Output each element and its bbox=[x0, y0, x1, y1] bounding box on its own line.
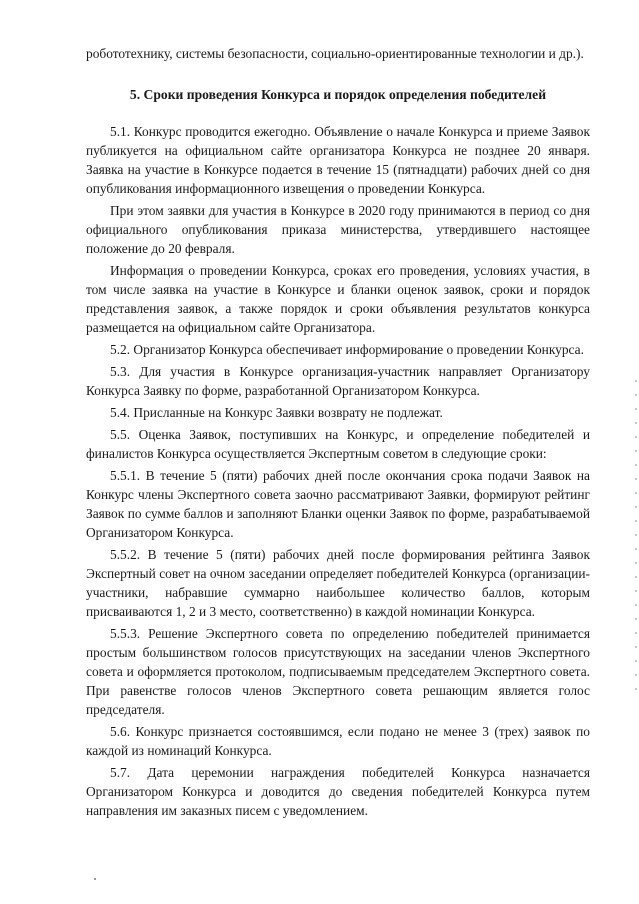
section-heading: 5. Сроки проведения Конкурса и порядок определения победителей bbox=[129, 87, 547, 102]
scan-speck bbox=[94, 878, 96, 880]
paragraph-5-3: 5.3. Для участия в Конкурсе организация-участник направляет Организатору Конкурса Заявку по форме, разработанной Организатором Конкурса. bbox=[86, 364, 590, 398]
intro-continuation: робототехнику, системы безопасности, социально-ориентированные технологии и др.). bbox=[86, 46, 584, 61]
paragraph-5-1: 5.1. Конкурс проводится ежегодно. Объявление о начале Конкурса и приеме Заявок публикуется на официальном сайте организатора Конкурса не позднее 20 января. Заявка на участие в Конкурсе подается в течение 15 (пятнадцати) рабочих дней со дня опубликования информационного извещения о проведении Конкурса. bbox=[86, 124, 590, 196]
paragraph-5-5-2: 5.5.2. В течение 5 (пяти) рабочих дней после формирования рейтинга Заявок Экспертный совет на очном заседании определяет победителей Конкурса (организации-участники, набравшие суммарно наибольшее количество баллов, которым присваиваются 1, 2 и 3 место, соответственно) в каждой номинации Конкурса. bbox=[86, 547, 590, 619]
paragraph-5-7: 5.7. Дата церемонии награждения победителей Конкурса назначается Организатором Конкурса и доводится до сведения победителей Конкурса путем направления им заказных писем с уведомлением. bbox=[86, 765, 590, 818]
scan-edge-marks bbox=[635, 380, 637, 700]
paragraph-5-6: 5.6. Конкурс признается состоявшимся, если подано не менее 3 (трех) заявок по каждой из номинаций Конкурса. bbox=[86, 724, 590, 758]
paragraph-information: Информация о проведении Конкурса, сроках его проведения, условиях участия, в том числе заявка на участие в Конкурсе и бланки оценок заявок, сроки и порядок представления заявок, а также порядок и сроки объявления результатов конкурса размещается на официальном сайте Организатора. bbox=[86, 263, 590, 335]
document-page bbox=[86, 44, 590, 820]
paragraph-2020-applications: При этом заявки для участия в Конкурсе в 2020 году принимаются в период со дня официального опубликования приказа министерства, утвердившего настоящее положение до 20 февраля. bbox=[86, 203, 590, 256]
paragraph-5-5: 5.5. Оценка Заявок, поступивших на Конкурс, и определение победителей и финалистов Конкурса осуществляется Экспертным советом в следующие сроки: bbox=[86, 427, 590, 461]
paragraph-5-4: 5.4. Присланные на Конкурс Заявки возврату не подлежат. bbox=[110, 405, 443, 420]
paragraph-5-5-3: 5.5.3. Решение Экспертного совета по определению победителей принимается простым большинством голосов присутствующих на заседании членов Экспертного совета и оформляется протоколом, подписываемым председателем Экспертного совета. При равенстве голосов членов Экспертного совета решающим является голос председателя. bbox=[86, 626, 590, 717]
paragraph-5-2: 5.2. Организатор Конкурса обеспечивает информирование о проведении Конкурса. bbox=[110, 342, 584, 357]
paragraph-5-5-1: 5.5.1. В течение 5 (пяти) рабочих дней после окончания срока подачи Заявок на Конкурс члены Экспертного совета заочно рассматривают Заявки, формируют рейтинг Заявок по сумме баллов и заполняют Бланки оценки Заявок по форме, разрабатываемой Организатором Конкурса. bbox=[86, 468, 590, 540]
